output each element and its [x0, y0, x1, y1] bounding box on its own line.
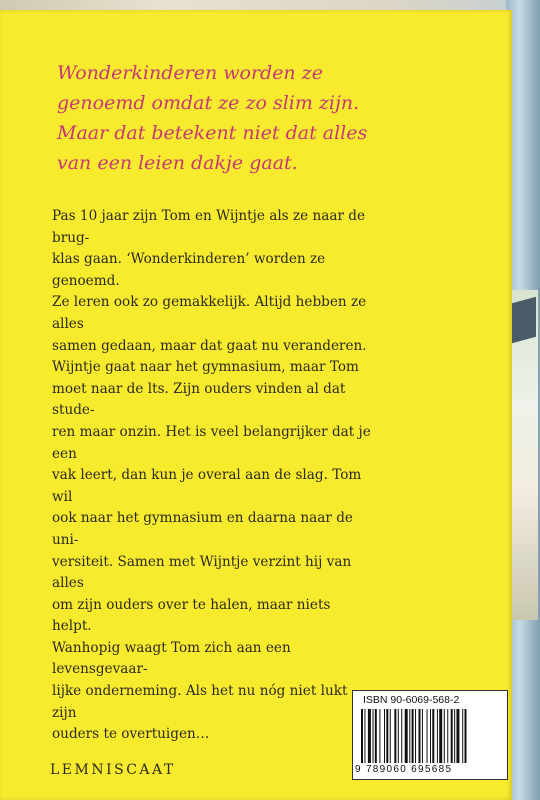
barcode-bars: [361, 709, 499, 763]
blurb-line: Wanhopig waagt Tom zich aan een levensgevaar-: [52, 639, 291, 678]
spine-illustration-detail: [512, 297, 536, 343]
isbn-number: ISBN 90-6069-568-2: [363, 694, 460, 706]
blurb-line: versiteit. Samen met Wijntje verzint hij van alles: [52, 553, 352, 592]
blurb-line: Wijntje gaat naar het gymnasium, maar Tom: [52, 359, 359, 376]
publisher-name: LEMNISCAAT: [50, 762, 176, 778]
blurb-line: om zijn ouders over te halen, maar niets helpt.: [52, 596, 331, 635]
back-cover: [0, 10, 512, 800]
blurb-line: ren maar onzin. Het is veel belangrijker dat je een: [52, 423, 371, 462]
blurb-line: ouders te overtuigen…: [52, 726, 210, 743]
ean-number: 9 789060 695685: [355, 764, 453, 775]
blurb-line: Pas 10 jaar zijn Tom en Wijntje als ze naar de brug-: [52, 208, 366, 246]
blurb-line: samen gedaan, maar dat gaat nu veranderen.: [52, 337, 367, 354]
blurb-line: klas gaan. ‘Wonderkinderen’ worden ze genoemd.: [52, 251, 326, 289]
barcode-label: [352, 690, 508, 780]
blurb-line: vak leert, dan kun je overal aan de slag. Tom wil: [52, 467, 362, 505]
blurb-line: moet naar de lts. Zijn ouders vinden al dat stude-: [52, 380, 346, 419]
blurb: [52, 206, 374, 746]
tagline: Wonderkinderen worden ze genoemd omdat ze zo slim zijn. Maar dat betekent niet dat alles van een leien dakje gaat.: [57, 62, 368, 174]
blurb-line: Ze leren ook zo gemakkelijk. Altijd hebben ze alles: [52, 294, 367, 332]
blurb-line: ook naar het gymnasium en daarna naar de uni-: [52, 510, 353, 548]
blurb-line: lijke onderneming. Als het nu nóg niet lukt zijn: [52, 683, 348, 721]
